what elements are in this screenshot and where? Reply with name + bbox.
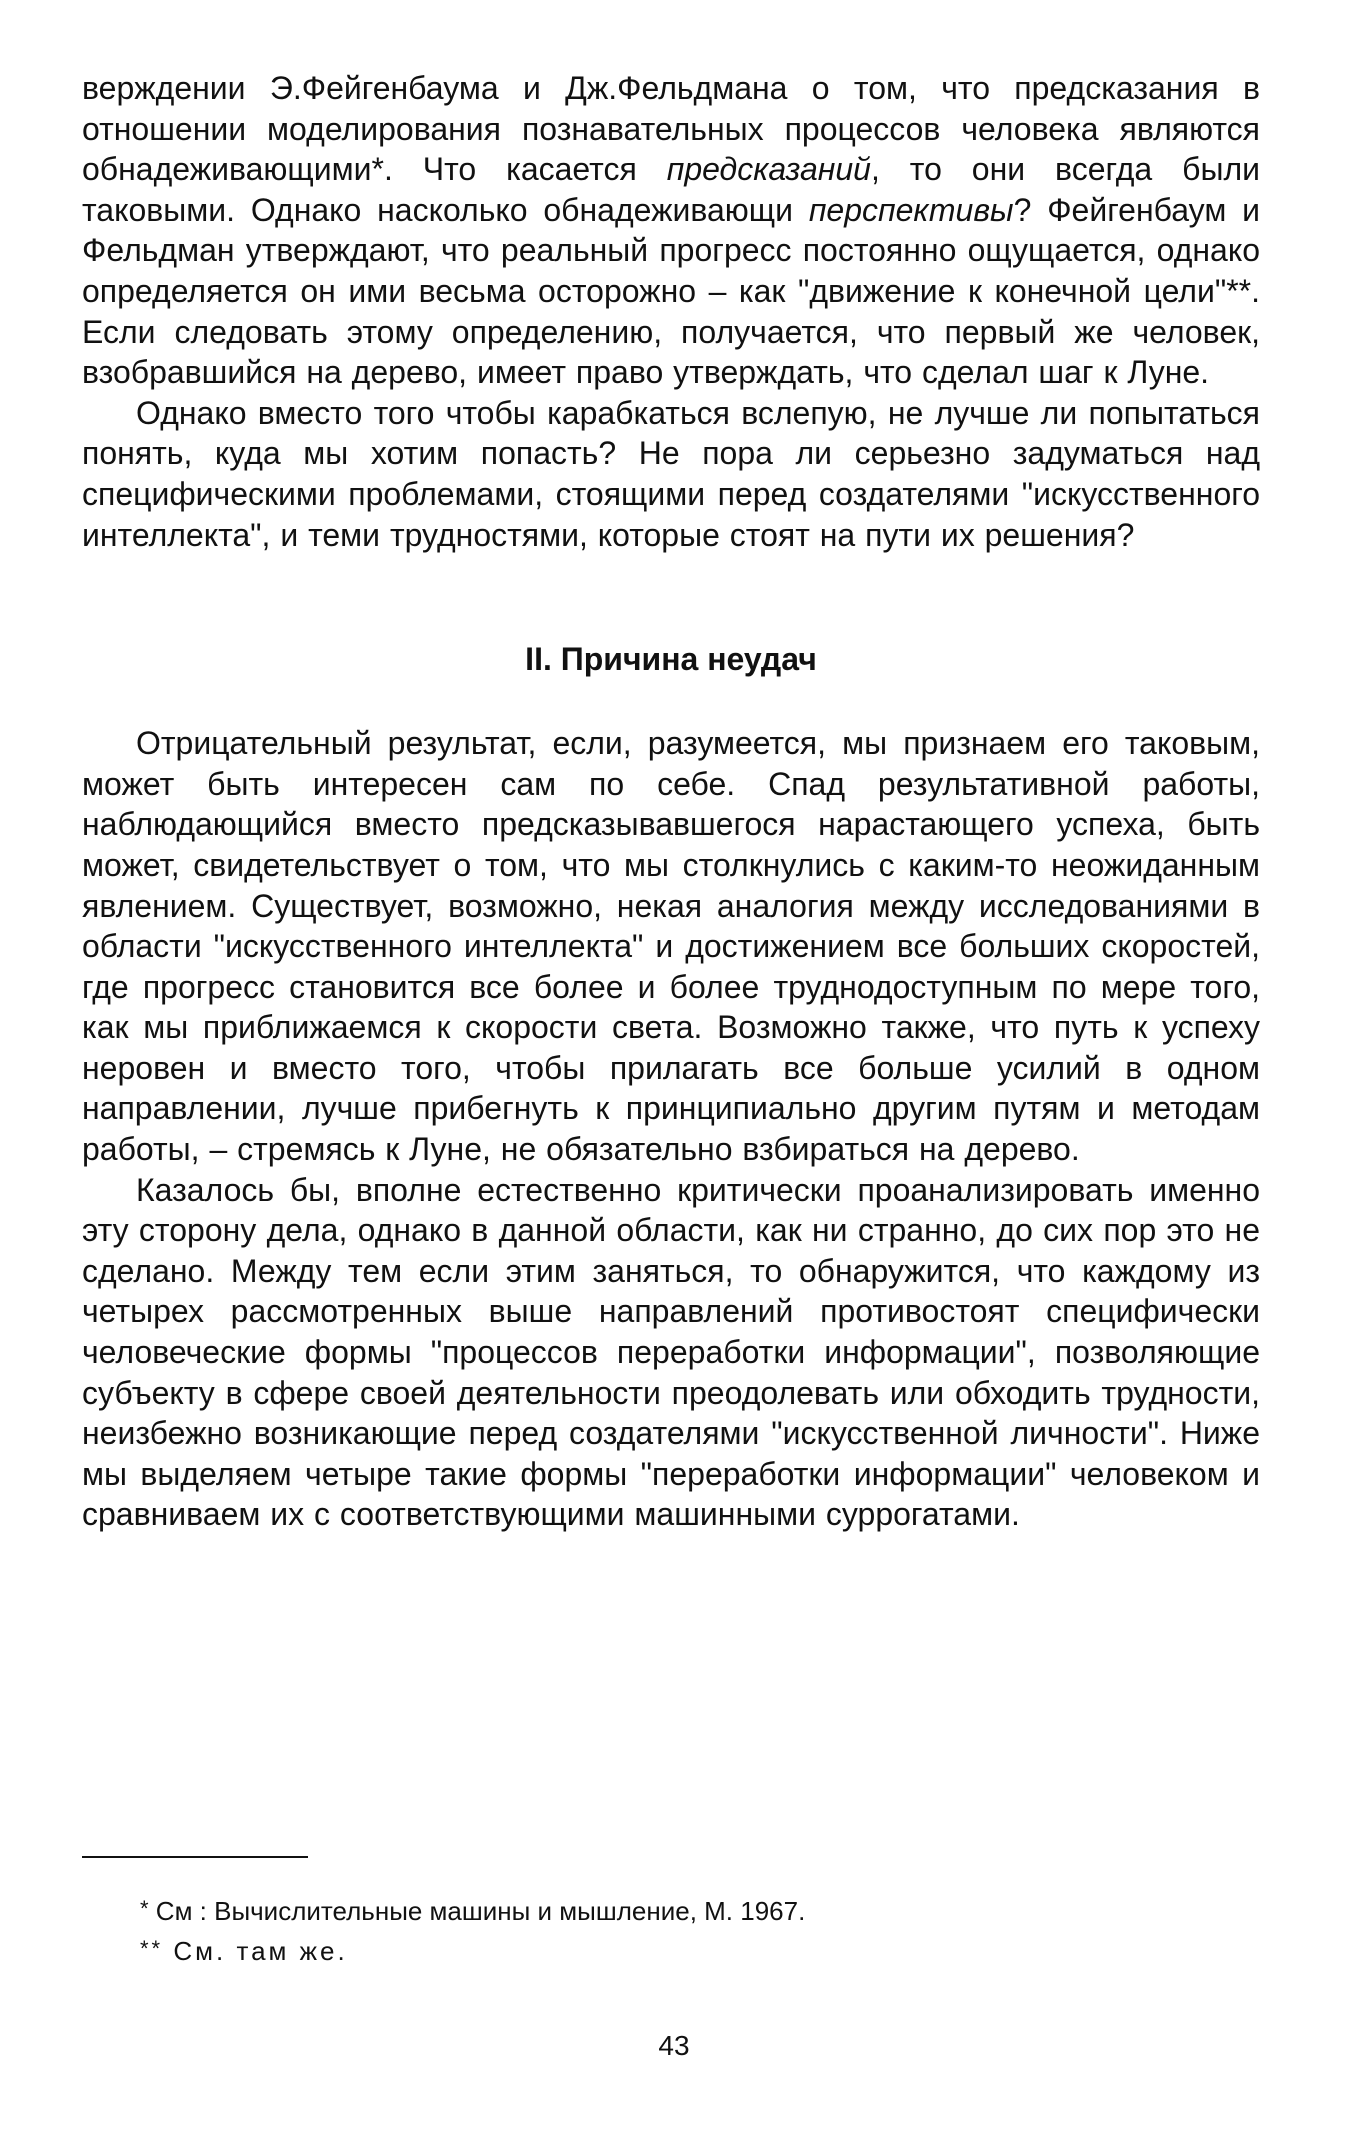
paragraph-3: Отрицательный результат, если, разумеется, мы признаем его таковым, может быть интересен сам по себе. Спад результативной работы, наблюдающийся вместо предсказывавшегося нарастающего успеха, быть может, свидетельствует о том, что мы столкнулись с каким-то неожиданным явлением. Существует, возможно, некая аналогия между исследованиями в области "искусственного интеллекта" и достижением все больших скоростей, где прогресс становится все более и более труднодоступным по мере того, как мы приближаемся к скорости света. Возможно также, что путь к успеху неровен и вместо того, чтобы прилагать все больше усилий в одном направлении, лучше прибегнуть к принципиально другим путям и методам работы, – стремясь к Луне, не обязательно взбираться на дерево.	[82, 725, 1260, 1168]
footnote-2	[140, 1930, 805, 1970]
paragraph-1-italic-perspectives: перспективы	[808, 191, 1014, 228]
paragraph-4: Казалось бы, вполне естественно критически проанализировать именно эту сторону дела, однако в данной области, как ни странно, до сих пор это не сделано. Между тем если этим заняться, то обнаружится, что каждому из четырех рассмотренных выше направлений противостоят специфически человеческие формы "процессов переработки информации", позволяющие субъекту в сфере своей деятельности преодолевать или обходить трудности, неизбежно возникающие перед создателями "искусственной личности". Ниже мы выделяем четыре такие формы "переработки информации" человеком и сравниваем их с соответствующими машинными суррогатами.	[82, 1171, 1260, 1533]
footnote-divider	[82, 1856, 308, 1858]
page-body	[82, 68, 1260, 1535]
footnote-1	[140, 1890, 805, 1930]
spacer	[82, 555, 1260, 639]
paragraph-1	[82, 68, 1260, 393]
footnote-1-text: См : Вычислительные машины и мышление, М. 1967.	[148, 1896, 806, 1926]
paragraph-1-text-a: верждении Э.Фейгенбаума и Дж.Фельдмана о том, что предсказания в отношении моделирования познавательных процессов человека являются обнадеживающими*. Что касается	[82, 70, 1260, 188]
paragraph-2: Однако вместо того чтобы карабкаться вслепую, не лучше ли попытаться понять, куда мы хотим попасть? Не пора ли серьезно задуматься над специфическими проблемами, стоящими перед создателями "искусственного интеллекта", и теми трудностями, которые стоят на пути их решения?	[82, 394, 1260, 553]
page-number: 43	[658, 2030, 690, 2061]
section-heading: II. Причина неудач	[525, 641, 817, 678]
spacer	[82, 679, 1260, 723]
footnote-1-mark: *	[140, 1896, 149, 1921]
paragraph-1-text-c: ? Фейгенбаум и Фельдман утверждают, что реальный прогресс постоянно ощущается, однако определяется он ими весьма осторожно – как "движение к конечной цели"**. Если следовать этому определению, получается, что первый же человек, взобравшийся на дерево, имеет право утверждать, что сделал шаг к Луне.	[82, 191, 1261, 391]
footnote-2-text: См. там же.	[163, 1936, 348, 1966]
paragraph-1-text-b: , то они всегда были таковыми. Однако насколько обнадеживающи	[82, 151, 1261, 228]
paragraph-1-italic-predictions: предсказаний	[666, 151, 871, 188]
footnote-2-mark: **	[140, 1936, 164, 1961]
footnotes	[140, 1890, 805, 1970]
